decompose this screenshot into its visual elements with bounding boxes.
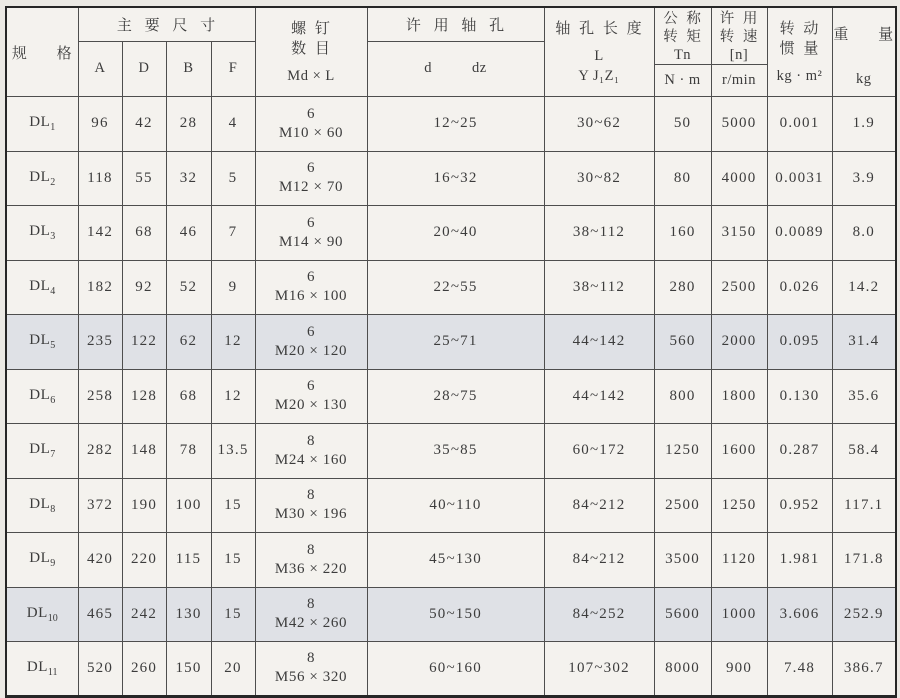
table-row [6, 315, 896, 370]
dim-A-cell: 182 [78, 260, 122, 315]
screw-cell [255, 369, 367, 424]
table-row [6, 97, 896, 152]
weight-cell: 3.9 [832, 151, 896, 206]
screw-size: M36 × 220 [274, 560, 348, 577]
torque-cell: 80 [654, 151, 711, 206]
weight-cell: 117.1 [832, 478, 896, 533]
bore-length-cell: 107~302 [544, 642, 654, 697]
speed-cell: 1250 [711, 478, 767, 533]
dim-F-cell: 4 [211, 97, 255, 152]
weight-cell: 1.9 [832, 97, 896, 152]
dim-B-cell: 78 [166, 424, 211, 479]
table-row [6, 424, 896, 479]
bore-length-cell: 84~212 [544, 533, 654, 588]
inertia-cell: 3.606 [767, 587, 832, 642]
table-row [6, 151, 896, 206]
col-header-weight: 重 量 kg [832, 7, 896, 97]
bore-range-cell: 50~150 [367, 587, 544, 642]
screw-count: 8 [306, 432, 316, 449]
bore-length-cell: 30~82 [544, 151, 654, 206]
dim-F-cell: 9 [211, 260, 255, 315]
inertia-cell: 0.130 [767, 369, 832, 424]
bore-range-cell: 12~25 [367, 97, 544, 152]
dim-D-cell: 260 [122, 642, 166, 697]
dim-D-cell: 128 [122, 369, 166, 424]
screw-size: M12 × 70 [278, 179, 344, 196]
spec-cell: $DL_7$ [6, 424, 78, 479]
coupling-spec-table [5, 6, 897, 698]
col-header-dz: dz [472, 60, 487, 77]
weight-cell: 8.0 [832, 206, 896, 261]
torque-cell: 50 [654, 97, 711, 152]
screw-count: 6 [306, 269, 316, 286]
screw-cell [255, 478, 367, 533]
screw-cell [255, 97, 367, 152]
dim-A-cell: 372 [78, 478, 122, 533]
table-row [6, 206, 896, 261]
dim-D-cell: 242 [122, 587, 166, 642]
spec-cell: $DL_5$ [6, 315, 78, 370]
dim-F-cell: 13.5 [211, 424, 255, 479]
dim-B-cell: 32 [166, 151, 211, 206]
dim-D-cell: 122 [122, 315, 166, 370]
dim-D-cell: 148 [122, 424, 166, 479]
bore-range-cell: 25~71 [367, 315, 544, 370]
weight-cell: 35.6 [832, 369, 896, 424]
screw-count: 6 [306, 105, 316, 122]
torque-cell: 5600 [654, 587, 711, 642]
speed-cell: 2000 [711, 315, 767, 370]
weight-cell: 58.4 [832, 424, 896, 479]
screw-count: 6 [306, 214, 316, 231]
col-header-spec: 规 格 [6, 7, 78, 97]
bore-length-cell: 38~112 [544, 260, 654, 315]
bore-length-cell: 84~212 [544, 478, 654, 533]
speed-cell: 1800 [711, 369, 767, 424]
torque-cell: 800 [654, 369, 711, 424]
dim-B-cell: 62 [166, 315, 211, 370]
screw-size: M20 × 120 [274, 342, 348, 359]
bore-range-cell: 28~75 [367, 369, 544, 424]
spec-cell: $DL_9$ [6, 533, 78, 588]
screw-cell [255, 315, 367, 370]
dim-D-cell: 92 [122, 260, 166, 315]
dim-F-cell: 15 [211, 533, 255, 588]
screw-cell [255, 151, 367, 206]
dim-B-cell: 46 [166, 206, 211, 261]
screw-cell [255, 642, 367, 697]
col-header-bore: 许 用 轴 孔 [367, 7, 544, 41]
torque-cell: 560 [654, 315, 711, 370]
screw-count: 6 [306, 378, 316, 395]
col-header-speed-unit: r/min [711, 65, 767, 97]
col-header-d-dz [367, 41, 544, 97]
weight-cell: 31.4 [832, 315, 896, 370]
dim-A-cell: 235 [78, 315, 122, 370]
col-header-main-dims: 主 要 尺 寸 [78, 7, 255, 41]
screw-cell [255, 424, 367, 479]
col-header-F: F [211, 41, 255, 97]
screw-size: M14 × 90 [278, 233, 344, 250]
spec-cell: $DL_6$ [6, 369, 78, 424]
dim-F-cell: 7 [211, 206, 255, 261]
screw-size: M16 × 100 [274, 288, 348, 305]
screw-size: M24 × 160 [274, 451, 348, 468]
screw-size: M10 × 60 [278, 124, 344, 141]
spec-cell: $DL_8$ [6, 478, 78, 533]
bore-range-cell: 40~110 [367, 478, 544, 533]
screw-cell [255, 206, 367, 261]
table-row [6, 533, 896, 588]
col-header-bore-length: 轴 孔 长 度 L Y J₁Z₁ [544, 7, 654, 97]
torque-cell: 160 [654, 206, 711, 261]
bore-range-cell: 60~160 [367, 642, 544, 697]
torque-cell: 8000 [654, 642, 711, 697]
table-body [6, 97, 896, 697]
bore-length-cell: 38~112 [544, 206, 654, 261]
dim-B-cell: 100 [166, 478, 211, 533]
torque-cell: 2500 [654, 478, 711, 533]
dim-A-cell: 282 [78, 424, 122, 479]
weight-cell: 386.7 [832, 642, 896, 697]
bore-range-cell: 20~40 [367, 206, 544, 261]
scanned-page [5, 6, 897, 698]
bore-range-cell: 16~32 [367, 151, 544, 206]
col-header-speed: 许 用 转 速 [n] [711, 7, 767, 65]
inertia-cell: 0.0089 [767, 206, 832, 261]
col-header-B: B [166, 41, 211, 97]
screw-cell [255, 260, 367, 315]
screw-size: M42 × 260 [274, 615, 348, 632]
bore-length-cell: 44~142 [544, 369, 654, 424]
dim-B-cell: 130 [166, 587, 211, 642]
bore-range-cell: 35~85 [367, 424, 544, 479]
bore-length-cell: 84~252 [544, 587, 654, 642]
dim-B-cell: 68 [166, 369, 211, 424]
dim-B-cell: 150 [166, 642, 211, 697]
screw-cell [255, 533, 367, 588]
dim-A-cell: 258 [78, 369, 122, 424]
dim-F-cell: 12 [211, 369, 255, 424]
spec-cell: $DL_3$ [6, 206, 78, 261]
bore-range-cell: 45~130 [367, 533, 544, 588]
weight-cell: 252.9 [832, 587, 896, 642]
dim-F-cell: 20 [211, 642, 255, 697]
inertia-cell: 0.952 [767, 478, 832, 533]
screw-size: M30 × 196 [274, 506, 348, 523]
inertia-cell: 0.095 [767, 315, 832, 370]
spec-cell: $DL_2$ [6, 151, 78, 206]
table-row [6, 478, 896, 533]
table-header [6, 7, 896, 97]
torque-cell: 280 [654, 260, 711, 315]
spec-cell: $DL_1$ [6, 97, 78, 152]
inertia-cell: 0.287 [767, 424, 832, 479]
bore-length-cell: 30~62 [544, 97, 654, 152]
speed-cell: 3150 [711, 206, 767, 261]
col-header-A: A [78, 41, 122, 97]
screw-size: M20 × 130 [274, 397, 348, 414]
dim-B-cell: 28 [166, 97, 211, 152]
screw-size: M56 × 320 [274, 669, 348, 686]
dim-A-cell: 520 [78, 642, 122, 697]
speed-cell: 1000 [711, 587, 767, 642]
weight-cell: 14.2 [832, 260, 896, 315]
speed-cell: 900 [711, 642, 767, 697]
col-header-inertia: 转 动 惯 量 kg · m² [767, 7, 832, 97]
dim-B-cell: 115 [166, 533, 211, 588]
inertia-cell: 7.48 [767, 642, 832, 697]
speed-cell: 2500 [711, 260, 767, 315]
bore-range-cell: 22~55 [367, 260, 544, 315]
spec-cell: $DL_4$ [6, 260, 78, 315]
table-row [6, 587, 896, 642]
dim-F-cell: 5 [211, 151, 255, 206]
col-header-d: d [424, 60, 433, 77]
table-row [6, 642, 896, 697]
screw-count: 6 [306, 323, 316, 340]
speed-cell: 1120 [711, 533, 767, 588]
dim-D-cell: 42 [122, 97, 166, 152]
torque-cell: 1250 [654, 424, 711, 479]
spec-cell: $DL_{11}$ [6, 642, 78, 697]
inertia-cell: 0.001 [767, 97, 832, 152]
dim-D-cell: 68 [122, 206, 166, 261]
dim-A-cell: 118 [78, 151, 122, 206]
col-header-torque: 公 称 转 矩 Tn [654, 7, 711, 65]
col-header-torque-unit: N · m [654, 65, 711, 97]
table-row [6, 369, 896, 424]
spec-cell: $DL_{10}$ [6, 587, 78, 642]
dim-B-cell: 52 [166, 260, 211, 315]
col-header-screw: 螺 钉 数 目 Md × L [255, 7, 367, 97]
inertia-cell: 0.0031 [767, 151, 832, 206]
screw-cell [255, 587, 367, 642]
speed-cell: 4000 [711, 151, 767, 206]
bore-length-cell: 60~172 [544, 424, 654, 479]
speed-cell: 1600 [711, 424, 767, 479]
weight-cell: 171.8 [832, 533, 896, 588]
screw-count: 8 [306, 487, 316, 504]
screw-count: 8 [306, 596, 316, 613]
dim-D-cell: 55 [122, 151, 166, 206]
dim-A-cell: 465 [78, 587, 122, 642]
dim-A-cell: 420 [78, 533, 122, 588]
dim-F-cell: 15 [211, 587, 255, 642]
inertia-cell: 1.981 [767, 533, 832, 588]
bore-length-cell: 44~142 [544, 315, 654, 370]
dim-F-cell: 12 [211, 315, 255, 370]
dim-A-cell: 142 [78, 206, 122, 261]
screw-count: 6 [306, 160, 316, 177]
dim-A-cell: 96 [78, 97, 122, 152]
torque-cell: 3500 [654, 533, 711, 588]
speed-cell: 5000 [711, 97, 767, 152]
table-row [6, 260, 896, 315]
dim-D-cell: 220 [122, 533, 166, 588]
screw-count: 8 [306, 541, 316, 558]
screw-count: 8 [306, 650, 316, 667]
inertia-cell: 0.026 [767, 260, 832, 315]
col-header-D: D [122, 41, 166, 97]
dim-F-cell: 15 [211, 478, 255, 533]
dim-D-cell: 190 [122, 478, 166, 533]
